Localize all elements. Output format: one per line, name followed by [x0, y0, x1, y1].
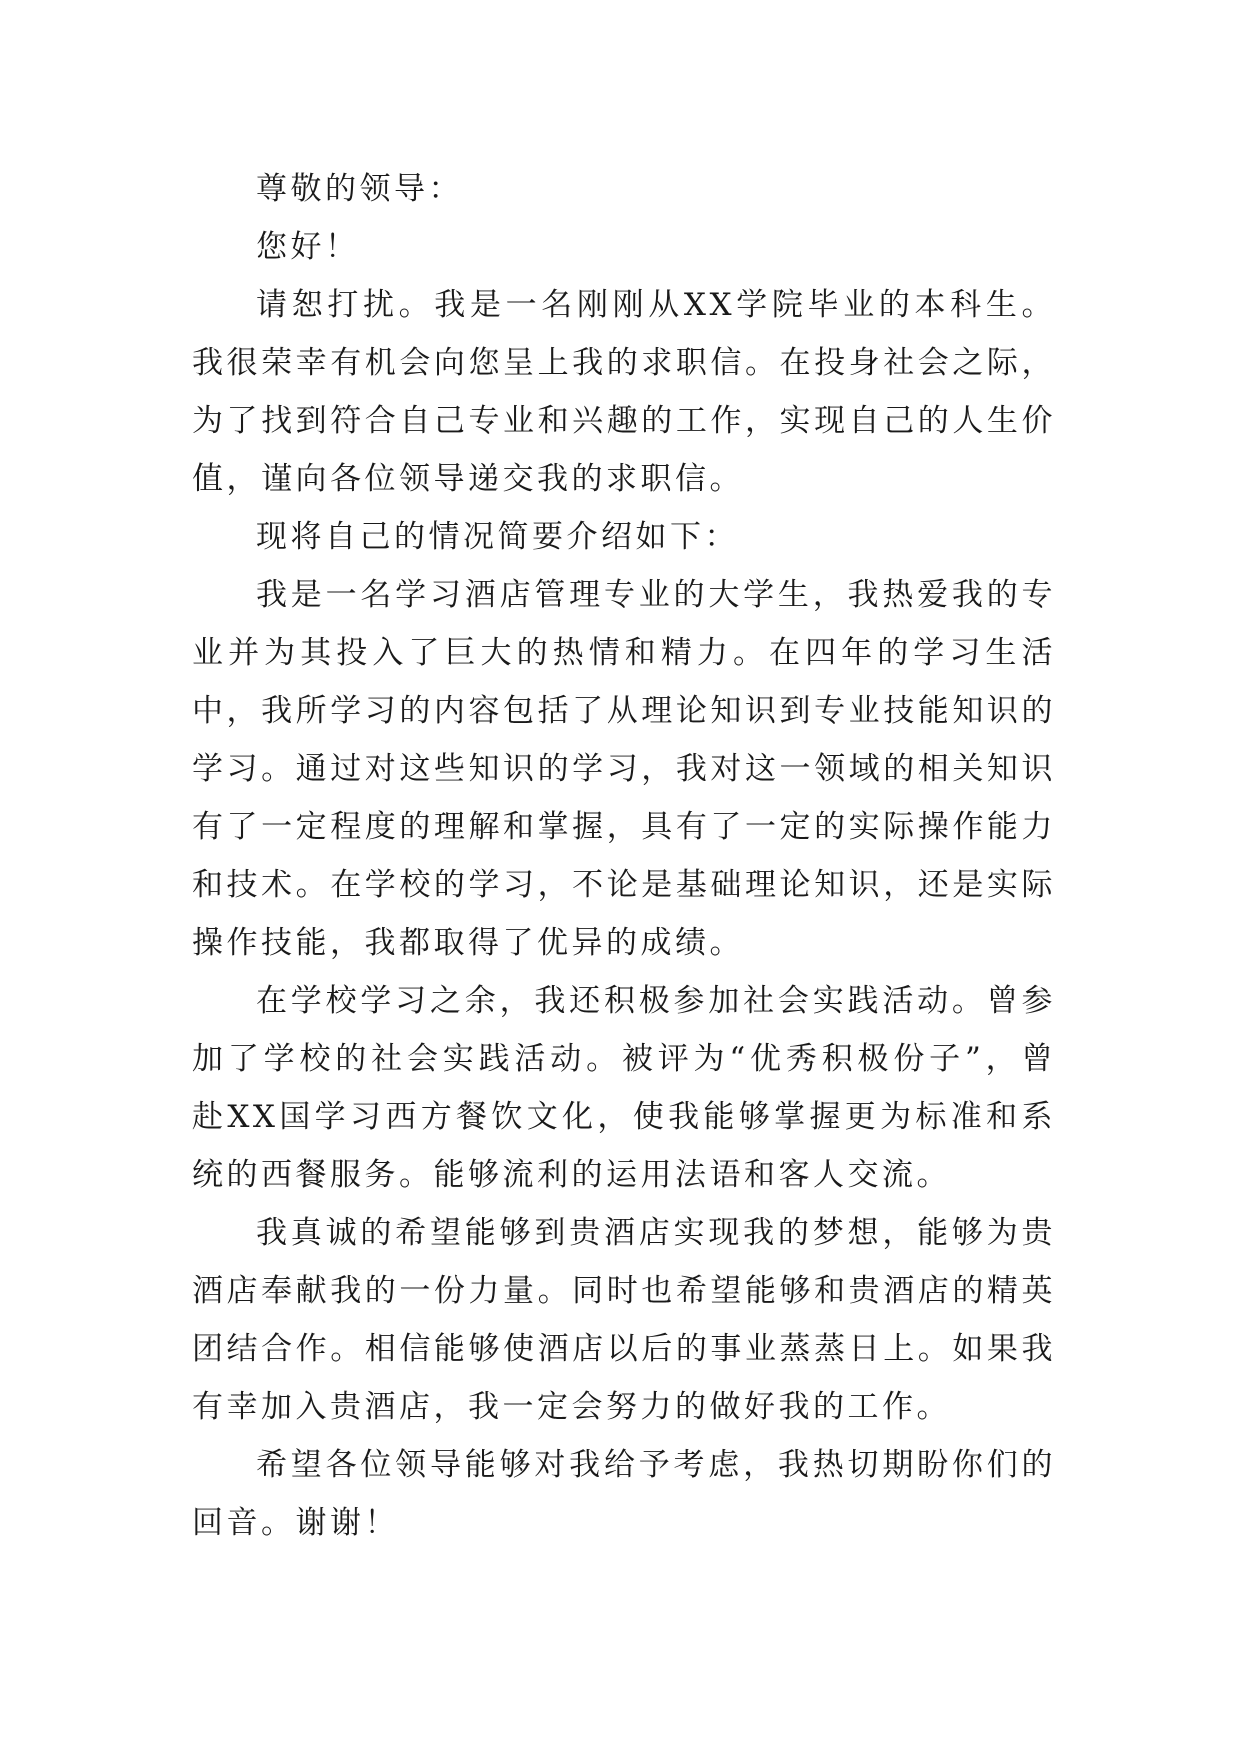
paragraph-lead-in: 现将自己的情况简要介绍如下：	[256, 519, 739, 555]
paragraph-education: 我是一名学习酒店管理专业的大学生，我热爱我的专业并为其投入了巨大的热情和精力。在四年的学习生活中，我所学习的内容包括了从理论知识到专业技能知识的学习。通过对这些知识的学习，我对这一领域的相关知识有了一定程度的理解和掌握，具有了一定的实际操作能力和技术。在学校的学习，不论是基础理论知识，还是实际操作技能，我都取得了优异的成绩。	[192, 577, 1056, 961]
salutation: 尊敬的领导：	[256, 171, 463, 207]
paragraph-introduction: 请恕打扰。我是一名刚刚从XX学院毕业的本科生。我很荣幸有机会向您呈上我的求职信。在投身社会之际，为了找到符合自己专业和兴趣的工作，实现自己的人生价值，谨向各位领导递交我的求职信。	[192, 287, 1056, 497]
paragraph-aspiration: 我真诚的希望能够到贵酒店实现我的梦想，能够为贵酒店奉献我的一份力量。同时也希望能够和贵酒店的精英团结合作。相信能够使酒店以后的事业蒸蒸日上。如果我有幸加入贵酒店，我一定会努力的做好我的工作。	[192, 1215, 1056, 1425]
greeting: 您好！	[256, 229, 360, 265]
cover-letter-body	[192, 160, 1056, 1552]
paragraph-practice: 在学校学习之余，我还积极参加社会实践活动。曾参加了学校的社会实践活动。被评为“优秀积极份子”，曾赴XX国学习西方餐饮文化，使我能够掌握更为标准和系统的西餐服务。能够流利的运用法语和客人交流。	[192, 983, 1056, 1193]
paragraph-closing: 希望各位领导能够对我给予考虑，我热切期盼你们的回音。谢谢！	[192, 1447, 1056, 1541]
